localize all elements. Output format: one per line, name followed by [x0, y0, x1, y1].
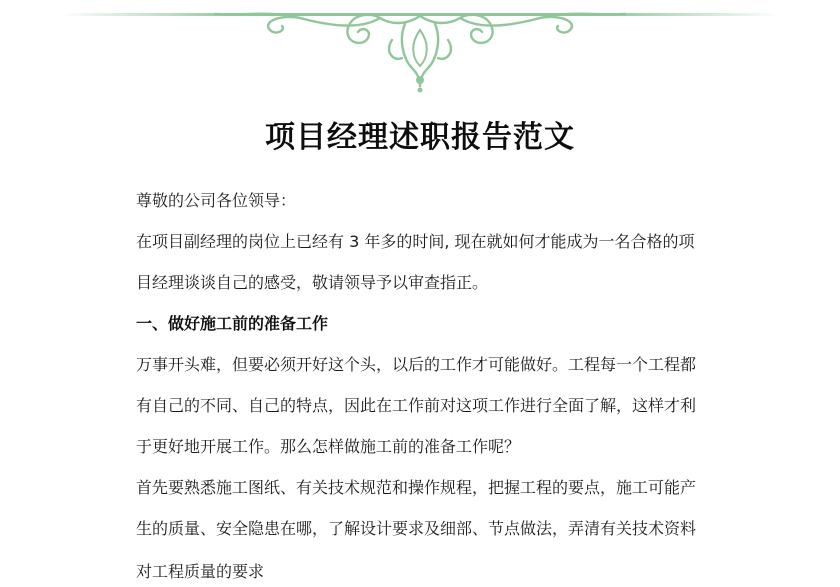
paragraph-line: 万事开头难，但要必须开好这个头，以后的工作才可能做好。工程每一个工程都: [136, 355, 697, 374]
paragraph-line: 于更好地开展工作。那么怎样做施工前的准备工作呢？: [136, 437, 521, 456]
header-ornament-icon: [0, 0, 840, 95]
document-body: [136, 180, 716, 549]
paragraph-line: 目经理谈谈自己的感受，敬请领导予以审查指正。: [136, 273, 489, 292]
salutation: 尊敬的公司各位领导：: [136, 191, 297, 210]
document-title: 项目经理述职报告范文: [265, 120, 575, 155]
paragraph-line: 有自己的不同、自己的特点，因此在工作前对这项工作进行全面了解，这样才利: [136, 396, 697, 415]
paragraph-line: 首先要熟悉施工图纸、有关技术规范和操作规程，把握工程的要点，施工可能产: [136, 478, 697, 497]
paragraph-line: 生的质量、安全隐患在哪，了解设计要求及细部、节点做法，弄清有关技术资料: [136, 519, 697, 538]
paragraph-line: 在项目副经理的岗位上已经有 3 年多的时间, 现在就如何才能成为一名合格的项: [136, 232, 695, 251]
section-heading: 一、做好施工前的准备工作: [136, 314, 329, 333]
partial-line: 对工程质量的要求: [136, 562, 265, 581]
